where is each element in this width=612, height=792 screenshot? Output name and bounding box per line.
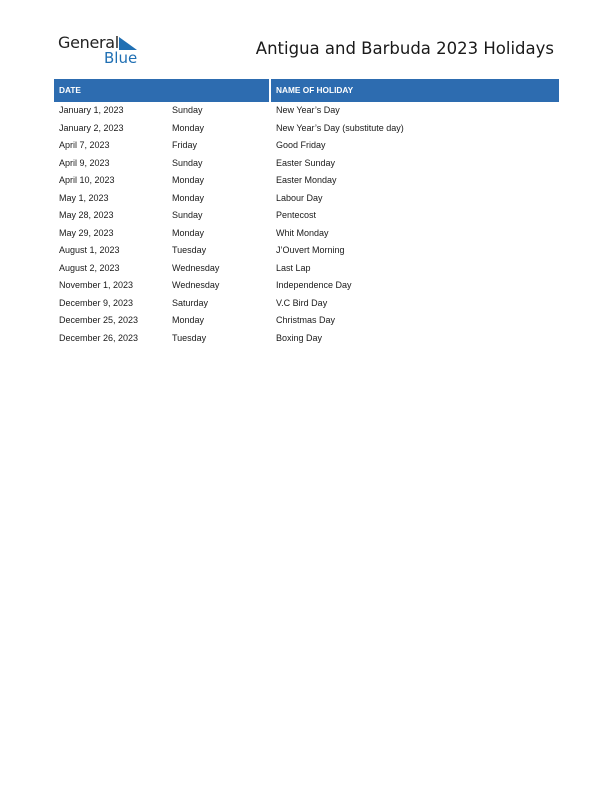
table-row <box>54 242 559 260</box>
header-date: DATE <box>59 85 81 95</box>
row-weekday: Saturday <box>172 297 209 308</box>
row-date: April 7, 2023 <box>59 140 110 150</box>
row-holiday-name: Whit Monday <box>276 227 329 238</box>
row-date: December 26, 2023 <box>59 332 139 343</box>
header-divider <box>269 79 271 102</box>
row-holiday-name: New Year’s Day <box>276 105 340 115</box>
row-holiday-name: Easter Monday <box>276 175 337 185</box>
row-date: May 29, 2023 <box>59 227 114 238</box>
row-holiday-name: Good Friday <box>276 140 326 150</box>
row-holiday-name: V.C Bird Day <box>276 297 328 308</box>
row-date: May 1, 2023 <box>59 192 109 203</box>
row-holiday-name: Labour Day <box>276 192 323 203</box>
table-row <box>54 312 559 330</box>
table-row <box>54 277 559 295</box>
table-row <box>54 137 559 155</box>
row-weekday: Tuesday <box>172 245 207 255</box>
logo-text-general: General <box>58 33 119 52</box>
holiday-table <box>54 79 559 347</box>
row-date: August 2, 2023 <box>59 262 120 273</box>
table-row <box>54 260 559 278</box>
row-weekday: Wednesday <box>172 280 220 290</box>
row-holiday-name: Last Lap <box>276 262 311 273</box>
row-date: November 1, 2023 <box>59 280 134 290</box>
row-holiday-name: Pentecost <box>276 210 317 220</box>
row-holiday-name: Boxing Day <box>276 332 323 343</box>
table-header <box>54 79 559 102</box>
row-weekday: Tuesday <box>172 332 207 343</box>
generalblue-logo <box>58 34 148 68</box>
table-row <box>54 172 559 190</box>
row-holiday-name: Easter Sunday <box>276 157 336 168</box>
row-weekday: Sunday <box>172 210 203 220</box>
row-date: December 9, 2023 <box>59 297 134 308</box>
table-row <box>54 155 559 173</box>
table-row <box>54 207 559 225</box>
row-weekday: Monday <box>172 227 205 238</box>
row-weekday: Friday <box>172 140 198 150</box>
row-date: April 9, 2023 <box>59 157 110 168</box>
table-row <box>54 190 559 208</box>
row-weekday: Monday <box>172 175 205 185</box>
row-weekday: Monday <box>172 122 205 133</box>
table-row <box>54 330 559 348</box>
header-holiday-name: NAME OF HOLIDAY <box>276 85 354 95</box>
row-holiday-name: New Year’s Day (substitute day) <box>276 122 404 133</box>
row-weekday: Sunday <box>172 105 203 115</box>
logo-text-blue: Blue <box>104 49 138 67</box>
table-row <box>54 225 559 243</box>
row-holiday-name: J’Ouvert Morning <box>276 245 345 255</box>
page-title: Antigua and Barbuda 2023 Holidays <box>255 39 554 58</box>
row-date: August 1, 2023 <box>59 245 120 255</box>
row-holiday-name: Independence Day <box>276 280 352 290</box>
row-date: December 25, 2023 <box>59 315 139 325</box>
row-date: January 2, 2023 <box>59 122 124 133</box>
table-row <box>54 295 559 313</box>
row-weekday: Monday <box>172 315 205 325</box>
table-body <box>54 102 559 347</box>
row-weekday: Wednesday <box>172 262 220 273</box>
row-holiday-name: Christmas Day <box>276 315 336 325</box>
table-row <box>54 120 559 138</box>
row-weekday: Sunday <box>172 157 203 168</box>
row-date: May 28, 2023 <box>59 210 114 220</box>
row-date: April 10, 2023 <box>59 175 115 185</box>
row-date: January 1, 2023 <box>59 105 124 115</box>
row-weekday: Monday <box>172 192 205 203</box>
table-row <box>54 102 559 120</box>
